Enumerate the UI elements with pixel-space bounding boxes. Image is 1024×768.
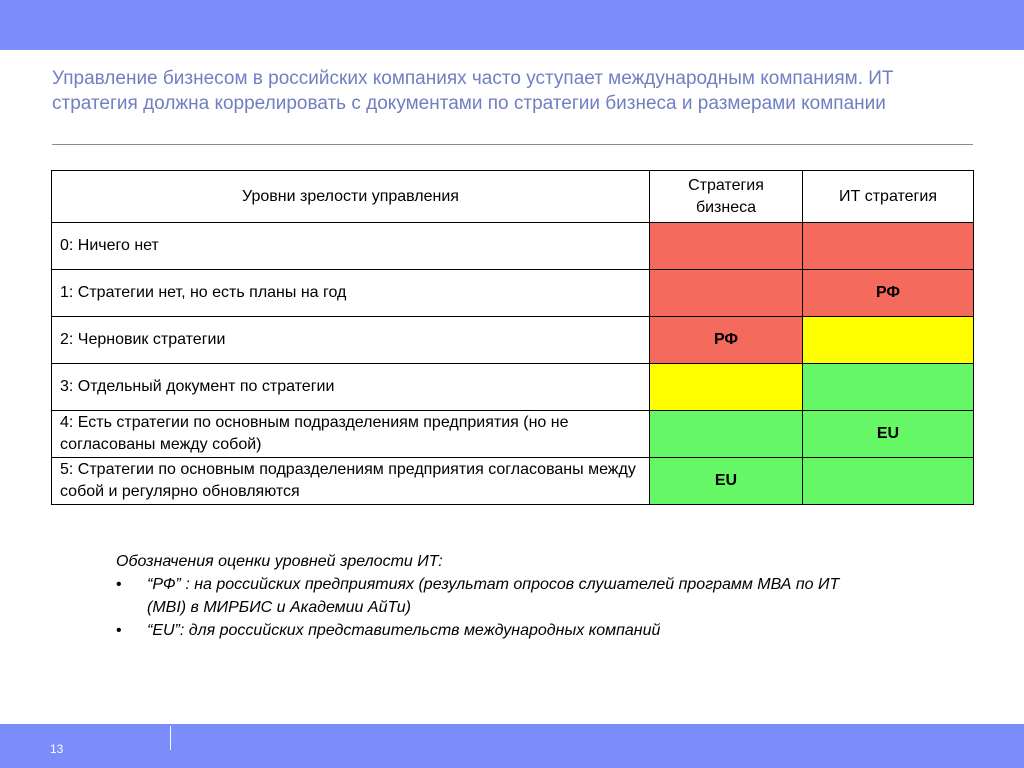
legend-list bbox=[116, 573, 876, 642]
business-strategy-cell bbox=[650, 364, 803, 411]
it-strategy-cell bbox=[803, 458, 974, 505]
bottom-bar bbox=[0, 724, 1024, 768]
table-row bbox=[52, 458, 974, 505]
it-strategy-cell bbox=[803, 364, 974, 411]
maturity-table bbox=[51, 170, 974, 505]
bullet-icon: • bbox=[116, 576, 122, 593]
top-bar bbox=[0, 0, 1024, 50]
header-business-strategy: Стратегия бизнеса bbox=[650, 171, 803, 223]
legend bbox=[116, 550, 876, 642]
table-header-row bbox=[52, 171, 974, 223]
legend-item-rf bbox=[116, 573, 876, 619]
table-row bbox=[52, 223, 974, 270]
header-it-strategy: ИТ стратегия bbox=[803, 171, 974, 223]
legend-heading: Обозначения оценки уровней зрелости ИТ: bbox=[116, 553, 443, 570]
level-label: 4: Есть стратегии по основным подразделениям предприятия (но не согласованы между собой) bbox=[52, 411, 650, 458]
level-label: 1: Стратегии нет, но есть планы на год bbox=[52, 270, 650, 317]
legend-item-text: “РФ” : на российских предприятиях (результат опросов слушателей программ МВА по ИТ (MBI) в МИРБИС и Академии АйТи) bbox=[147, 576, 840, 616]
business-strategy-cell: EU bbox=[650, 458, 803, 505]
level-label: 3: Отдельный документ по стратегии bbox=[52, 364, 650, 411]
level-label: 2: Черновик стратегии bbox=[52, 317, 650, 364]
it-strategy-cell bbox=[803, 223, 974, 270]
level-label: 0: Ничего нет bbox=[52, 223, 650, 270]
it-strategy-cell: EU bbox=[803, 411, 974, 458]
bullet-icon: • bbox=[116, 622, 122, 639]
business-strategy-cell: РФ bbox=[650, 317, 803, 364]
table-row bbox=[52, 364, 974, 411]
slide-title: Управление бизнесом в российских компаниях часто уступает международным компаниям. ИТ стратегия должна коррелировать с документами по стратегии бизнеса и размерами компании bbox=[52, 68, 894, 114]
legend-item-text: “EU”: для российских представительств международных компаний bbox=[147, 622, 661, 639]
legend-item-eu bbox=[116, 619, 876, 642]
title-divider bbox=[52, 144, 973, 145]
table-row bbox=[52, 270, 974, 317]
page-number: 13 bbox=[50, 742, 64, 756]
table-row bbox=[52, 317, 974, 364]
it-strategy-cell bbox=[803, 317, 974, 364]
business-strategy-cell bbox=[650, 223, 803, 270]
business-strategy-cell bbox=[650, 270, 803, 317]
footer-divider bbox=[170, 726, 171, 750]
table-row bbox=[52, 411, 974, 458]
header-levels: Уровни зрелости управления bbox=[52, 171, 650, 223]
it-strategy-cell: РФ bbox=[803, 270, 974, 317]
level-label: 5: Стратегии по основным подразделениям предприятия согласованы между собой и регулярно обновляются bbox=[52, 458, 650, 505]
business-strategy-cell bbox=[650, 411, 803, 458]
